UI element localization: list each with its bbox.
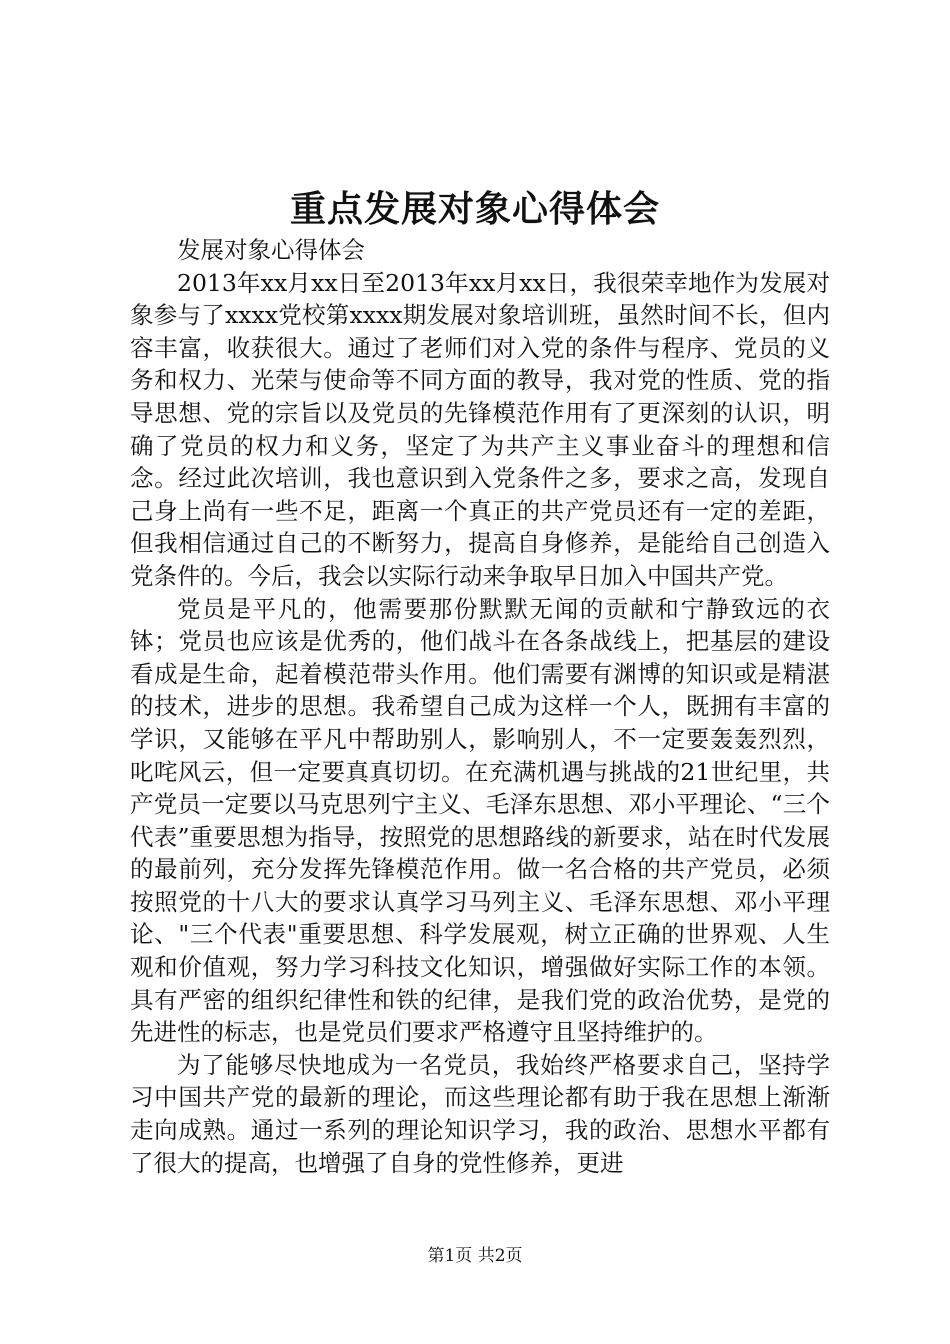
paragraph-2: 党员是平凡的，他需要那份默默无闻的贡献和宁静致远的衣钵；党员也应该是优秀的，他们战斗在各条战线上，把基层的建设看成是生命，起着模范带头作用。他们需要有渊博的知识或是精湛的技术，进步的思想。我希望自己成为这样一个人，既拥有丰富的学识，又能够在平凡中帮助别人，影响别人，不一定要轰轰烈烈，叱咤风云，但一定要真真切切。在充满机遇与挑战的21世纪里，共产党员一定要以马克思列宁主义、毛泽东思想、邓小平理论、“三个代表”重要思想为指导，按照党的思想路线的新要求，站在时代发展的最前列，充分发挥先锋模范作用。做一名合格的共产党员，必须按照党的十八大的要求认真学习马列主义、毛泽东思想、邓小平理论、"三个代表"重要思想、科学发展观，树立正确的世界观、人生观和价值观，努力学习科技文化知识，增强做好实际工作的本领。具有严密的组织纪律性和铁的纪律，是我们党的政治优势，是党的先进性的标志，也是党员们要求严格遵守且坚持维护的。 <box>130 594 830 1047</box>
page-title: 重点发展对象心得体会 <box>289 188 660 230</box>
document-subtitle: 发展对象心得体会 <box>177 236 365 264</box>
document-body <box>130 234 830 1179</box>
paragraph-1: 2013年xx月xx日至2013年xx月xx日，我很荣幸地作为发展对象参与了xxxx党校第xxxx期发展对象培训班，虽然时间不长，但内容丰富，收获很大。通过了老师们对入党的条件与程序、党员的义务和权力、光荣与使命等不同方面的教导，我对党的性质、党的指导思想、党的宗旨以及党员的先锋模范作用有了更深刻的认识，明确了党员的权力和义务，坚定了为共产主义事业奋斗的理想和信念。经过此次培训，我也意识到入党条件之多，要求之高，发现自己身上尚有一些不足，距离一个真正的共产党员还有一定的差距，但我相信通过自己的不断努力，提高自身修养，是能给自己创造入党条件的。今后，我会以实际行动来争取早日加入中国共产党。 <box>130 268 830 590</box>
paragraph-3: 为了能够尽快地成为一名党员，我始终严格要求自己，坚持学习中国共产党的最新的理论，而这些理论都有助于我在思想上渐渐走向成熟。通过一系列的理论知识学习，我的政治、思想水平都有了很大的提高，也增强了自身的党性修养，更进 <box>130 1050 830 1177</box>
page-footer: 第1页 共2页 <box>427 1246 523 1266</box>
